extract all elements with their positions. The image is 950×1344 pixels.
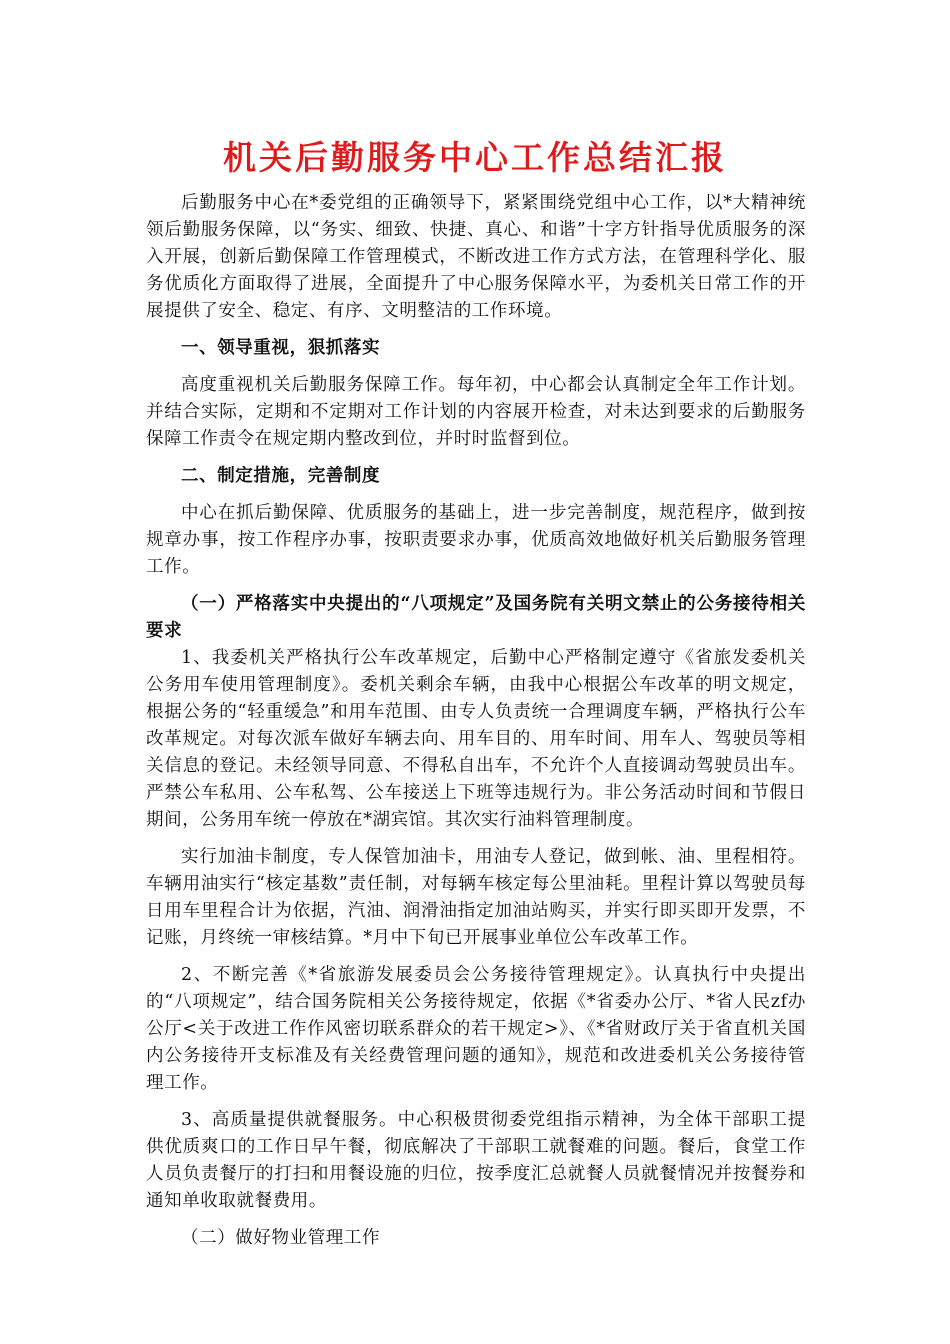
intro-paragraph: 后勤服务中心在*委党组的正确领导下，紧紧围绕党组中心工作，以*大精神统领后勤服务保障，以“务实、细致、快捷、真心、和谐”十字方针指导优质服务的深入开展，创新后勤保障工作管理模式，不断改进工作方式方法，在管理科学化、服务优质化方面取得了进展，全面提升了中心服务保障水平，为委机关日常工作的开展提供了安全、稳定、有序、文明整洁的工作环境。 [146, 193, 806, 321]
document-title: 机关后勤服务中心工作总结汇报 [223, 138, 727, 177]
subsection-heading-1: （一）严格落实中央提出的“八项规定”及国务院有关明文禁止的公务接待相关要求 [146, 594, 806, 641]
item-1b-paragraph: 实行加油卡制度，专人保管加油卡，用油专人登记，做到帐、油、里程相符。车辆用油实行“核定基数”责任制，对每辆车核定每公里油耗。里程计算以驾驶员每日用车里程合计为依据，汽油、润滑油指定加油站购买，并实行即买即开发票，不记账，月终统一审核结算。*月中下旬已开展事业单位公车改革工作。 [146, 847, 806, 948]
item-2-paragraph: 2、不断完善《*省旅游发展委员会公务接待管理规定》。认真执行中央提出的“八项规定”，结合国务院相关公务接待规定，依据《*省委办公厅、*省人民zf办公厅<关于改进工作作风密切联系群众的若干规定>》、《*省财政厅关于省直机关国内公务接待开支标准及有关经费管理问题的通知》，规范和改进委机关公务接待管理工作。 [146, 965, 806, 1093]
item-3-paragraph: 3、高质量提供就餐服务。中心积极贯彻委党组指示精神，为全体干部职工提供优质爽口的工作日早午餐，彻底解决了干部职工就餐难的问题。餐后，食堂工作人员负责餐厅的打扫和用餐设施的归位，按季度汇总就餐人员就餐情况并按餐券和通知单收取就餐费用。 [146, 1110, 806, 1211]
item-1-paragraph: 1、我委机关严格执行公车改革规定，后勤中心严格制定遵守《省旅发委机关公务用车使用管理制度》。委机关剩余车辆，由我中心根据公车改革的明文规定，根据公务的“轻重缓急”和用车范围、由专人负责统一合理调度车辆，严格执行公车改革规定。对每次派车做好车辆去向、用车目的、用车时间、用车人、驾驶员等相关信息的登记。未经领导同意、不得私自出车，不允许个人直接调动驾驶员出车。严禁公车私用、公车私驾、公车接送上下班等违规行为。非公务活动时间和节假日期间，公务用车统一停放在*湖宾馆。其次实行油料管理制度。 [146, 648, 806, 830]
section-2-paragraph: 中心在抓后勤保障、优质服务的基础上，进一步完善制度，规范程序，做到按规章办事，按工作程序办事，按职责要求办事，优质高效地做好机关后勤服务管理工作。 [146, 503, 806, 577]
subsection-heading-2: （二）做好物业管理工作 [181, 1228, 381, 1248]
section-heading-2: 二、制定措施，完善制度 [181, 466, 381, 486]
document-body [146, 190, 806, 1252]
section-heading-1: 一、领导重视，狠抓落实 [181, 338, 381, 358]
section-1-paragraph: 高度重视机关后勤服务保障工作。每年初，中心都会认真制定全年工作计划。并结合实际，定期和不定期对工作计划的内容展开检查，对未达到要求的后勤服务保障工作责令在规定期内整改到位，并时时监督到位。 [146, 375, 806, 449]
